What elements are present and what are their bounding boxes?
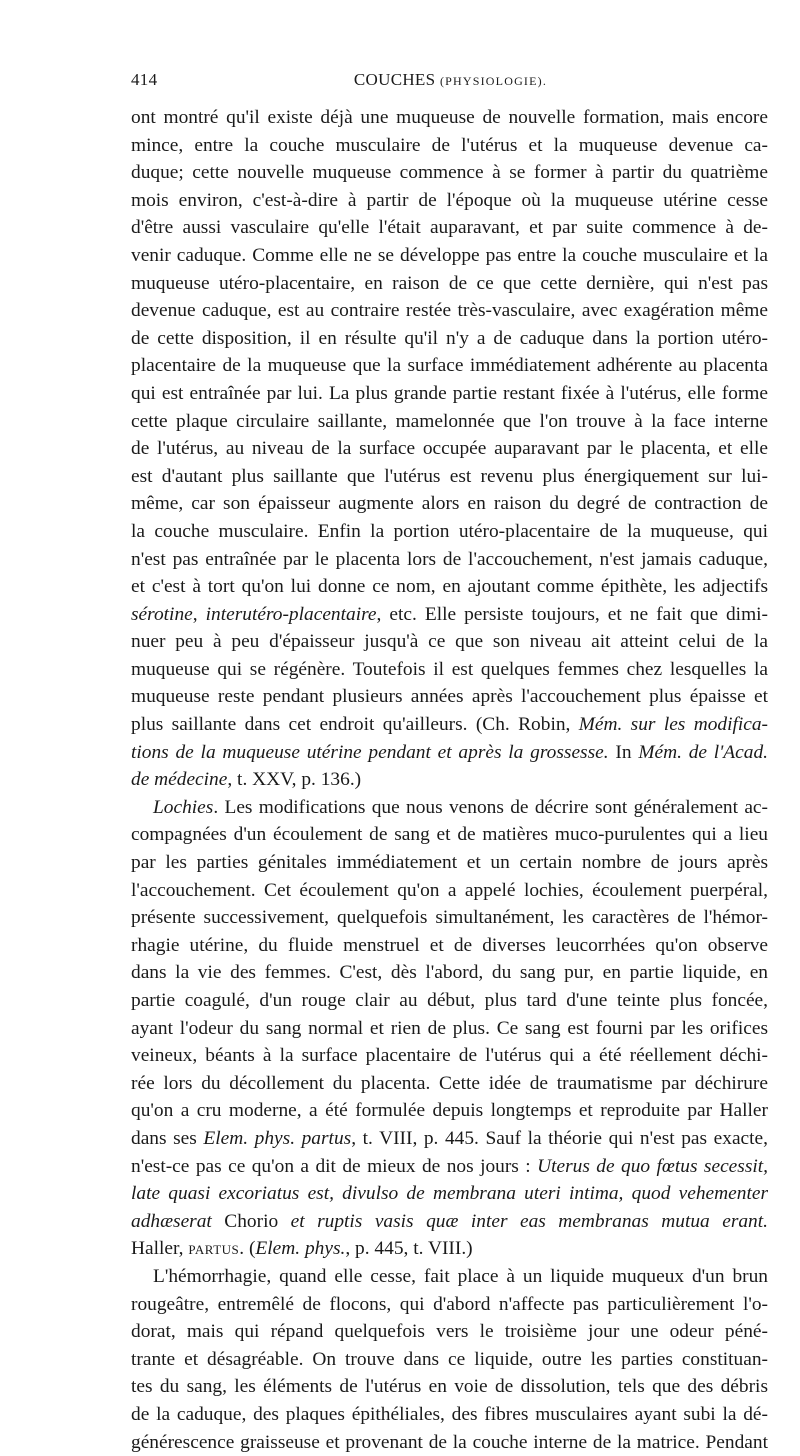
running-title-main: COUCHES xyxy=(354,70,435,89)
citation-italic: Mém. de l'Acad. xyxy=(638,742,768,763)
text-run: , t. XXV, p. 136.) xyxy=(227,769,361,790)
text-run: , p. 445, t. VIII.) xyxy=(345,1238,472,1259)
text-line: ayant l'odeur du sang normal et rien de plus. Ce sang est fourni par les orifices xyxy=(131,1015,768,1043)
text-line: dans la vie des femmes. C'est, dès l'abord, du sang pur, en partie liquide, en xyxy=(131,959,768,987)
text-line: d'être aussi vasculaire qu'elle l'était auparavant, et par suite commence à de- xyxy=(131,214,768,242)
text-line xyxy=(131,1180,768,1208)
text-run: , etc. Elle persiste toujours, et ne fait que dimi- xyxy=(377,604,768,625)
italic-term: sérotine xyxy=(131,604,193,625)
text-line: générescence graisseuse et provenant de la couche interne de la matrice. Pendant xyxy=(131,1429,768,1456)
text-line: duque; cette nouvelle muqueuse commence à se former à partir du quatrième xyxy=(131,159,768,187)
text-run: plus saillante dans cet endroit qu'ailleurs. (Ch. Robin, xyxy=(131,714,579,735)
text-line: qu'on a cru moderne, a été formulée depuis longtemps et reproduite par Haller xyxy=(131,1097,768,1125)
text-line xyxy=(131,1153,768,1181)
text-run: dans ses xyxy=(131,1128,203,1149)
latin-quote: Uterus de quo fœtus secessit, xyxy=(537,1156,768,1177)
latin-quote: et ruptis vasis quæ inter eas membranas mutua erant. xyxy=(291,1211,768,1232)
text-line: qui est entraînée par lui. La plus grande partie restant fixée à l'utérus, elle forme xyxy=(131,380,768,408)
running-title xyxy=(131,70,770,90)
small-caps-word: PARTUS xyxy=(188,1242,239,1257)
text-line: ont montré qu'il existe déjà une muqueuse de nouvelle formation, mais encore xyxy=(131,104,768,132)
text-line: mince, entre la couche musculaire de l'utérus et la muqueuse devenue ca- xyxy=(131,132,768,160)
body-text xyxy=(131,104,768,1456)
text-run: , xyxy=(193,604,206,625)
text-line xyxy=(131,1125,768,1153)
text-line xyxy=(131,1235,768,1263)
text-line: devenue caduque, est au contraire restée très-vasculaire, avec exagération même xyxy=(131,297,768,325)
text-line xyxy=(131,766,768,794)
text-line xyxy=(131,1208,768,1236)
text-line: l'accouchement. Cet écoulement qu'on a appelé lochies, écoulement puerpéral, xyxy=(131,877,768,905)
text-line: même, car son épaisseur augmente alors en raison du degré de contraction de xyxy=(131,490,768,518)
text-line: placentaire de la muqueuse que la surface immédiatement adhérente au placenta xyxy=(131,352,768,380)
latin-quote: adhæserat xyxy=(131,1211,212,1232)
text-line: tes du sang, les éléments de l'utérus en voie de dissolution, tels que des débris xyxy=(131,1373,768,1401)
paragraph-lead-line: L'hémorrhagie, quand elle cesse, fait place à un liquide muqueux d'un brun xyxy=(131,1263,768,1291)
text-line: la couche musculaire. Enfin la portion utéro-placentaire de la muqueuse, qui xyxy=(131,518,768,546)
text-line: mois environ, c'est-à-dire à partir de l'époque où la muqueuse utérine cesse xyxy=(131,187,768,215)
citation-italic: Mém. sur les modifica- xyxy=(579,714,768,735)
section-lead-line xyxy=(131,794,768,822)
section-heading-lochies: Lochies xyxy=(153,797,213,818)
citation-italic: Elem. phys. xyxy=(255,1238,345,1259)
text-run: n'est-ce pas ce qu'on a dit de mieux de nos jours : xyxy=(131,1156,537,1177)
text-line: de l'utérus, au niveau de la surface occupée auparavant par le placenta, et elle xyxy=(131,435,768,463)
running-header xyxy=(131,70,770,96)
page-number: 414 xyxy=(131,70,157,90)
text-line xyxy=(131,739,768,767)
running-title-sub: (PHYSIOLOGIE). xyxy=(440,74,547,88)
text-line: nuer peu à peu d'épaisseur jusqu'à ce que son niveau ait atteint celui de la xyxy=(131,628,768,656)
citation-italic: Elem. phys. partus xyxy=(203,1128,351,1149)
text-line: n'est pas entraînée par le placenta lors de l'accouchement, n'est jamais caduque, xyxy=(131,546,768,574)
text-line: par les parties génitales immédiatement et un certain nombre de jours après xyxy=(131,849,768,877)
latin-quote: late quasi excoriatus est, divulso de membrana uteri intima, quod vehementer xyxy=(131,1183,768,1204)
text-line: présente successivement, quelquefois simultanément, les caractères de l'hémor- xyxy=(131,904,768,932)
text-line: dorat, mais qui répand quelquefois vers le troisième jour une odeur péné- xyxy=(131,1318,768,1346)
text-line: muqueuse reste pendant plusieurs années après l'accouchement plus épaisse et xyxy=(131,683,768,711)
text-run: , t. VIII, p. 445. Sauf la théorie qui n'est pas exacte, xyxy=(351,1128,768,1149)
text-line xyxy=(131,601,768,629)
text-line: de cette disposition, il en résulte qu'il n'y a de caduque dans la portion utéro- xyxy=(131,325,768,353)
text-line: compagnées d'un écoulement de sang et de matières muco-purulentes qui a lieu xyxy=(131,821,768,849)
text-line: rhagie utérine, du fluide menstruel et de diverses leucorrhées qu'on observe xyxy=(131,932,768,960)
citation-italic: de médecine xyxy=(131,769,227,790)
text-line: et c'est à tort qu'on lui donne ce nom, en ajoutant comme épithète, les adjectifs xyxy=(131,573,768,601)
citation-italic: tions de la muqueuse utérine pendant et après la grossesse. xyxy=(131,742,609,763)
text-run: Chorio xyxy=(212,1211,291,1232)
text-line: muqueuse qui se régénère. Toutefois il est quelques femmes chez lesquelles la xyxy=(131,656,768,684)
text-line: rée lors du décollement du placenta. Cette idée de traumatisme par déchirure xyxy=(131,1070,768,1098)
text-line: muqueuse utéro-placentaire, en raison de ce que cette dernière, qui n'est pas xyxy=(131,270,768,298)
text-line xyxy=(131,711,768,739)
text-run: In xyxy=(609,742,639,763)
text-line: rougeâtre, entremêlé de flocons, qui d'abord n'affecte pas particulièrement l'o- xyxy=(131,1291,768,1319)
text-run: Haller, xyxy=(131,1238,188,1259)
text-run: . ( xyxy=(239,1238,255,1259)
italic-term: interutéro-placentaire xyxy=(206,604,377,625)
text-run: . Les modifications que nous venons de décrire sont généralement ac- xyxy=(213,797,768,818)
text-line: trante et désagréable. On trouve dans ce liquide, outre les parties constituan- xyxy=(131,1346,768,1374)
text-line: est d'autant plus saillante que l'utérus est revenu plus énergiquement sur lui- xyxy=(131,463,768,491)
text-line: veineux, béants à la surface placentaire de l'utérus qui a été réellement déchi- xyxy=(131,1042,768,1070)
text-line: cette plaque circulaire saillante, mamelonnée que l'on trouve à la face interne xyxy=(131,408,768,436)
text-line: partie coagulé, d'un rouge clair au début, plus tard d'une teinte plus foncée, xyxy=(131,987,768,1015)
text-line: venir caduque. Comme elle ne se développe pas entre la couche musculaire et la xyxy=(131,242,768,270)
text-line: de la caduque, des plaques épithéliales, des fibres musculaires ayant subi la dé- xyxy=(131,1401,768,1429)
